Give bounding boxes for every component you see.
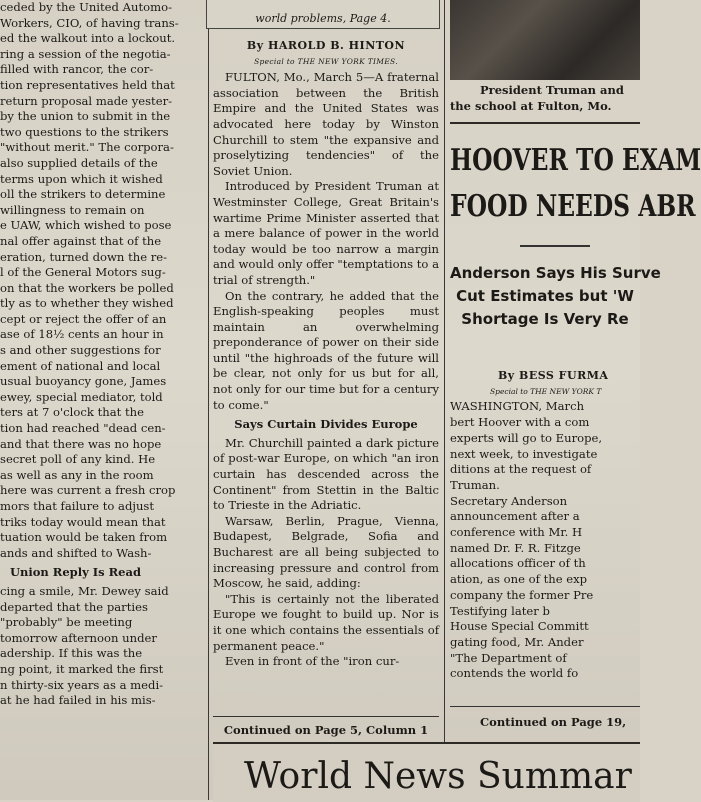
deck-line-1: Anderson Says His Surve bbox=[450, 264, 661, 282]
col1-line: Workers, CIO, of having trans- bbox=[0, 15, 179, 30]
caption-rule bbox=[450, 122, 640, 124]
col1-para2 bbox=[0, 218, 205, 374]
col1-line: tly as to whether they wished bbox=[0, 296, 174, 311]
caption-line-1: President Truman and bbox=[480, 83, 624, 97]
col3-line: Secretary Anderson bbox=[450, 493, 568, 508]
col3-line: experts will go to Europe, bbox=[450, 430, 603, 445]
col3-special-line: Special to THE NEW YORK T bbox=[490, 386, 602, 396]
col1-line: as well as any in the room bbox=[0, 467, 154, 482]
col3-line: ditions at the request of bbox=[450, 462, 592, 477]
headline-line-1: HOOVER TO EXAM bbox=[450, 143, 701, 178]
col1-line: e UAW, which wished to pose bbox=[0, 218, 172, 233]
col1-line: two questions to the strikers bbox=[0, 124, 169, 139]
col1-line: cing a smile, Mr. Dewey said bbox=[0, 583, 169, 598]
col2-subhead: Says Curtain Divides Europe bbox=[234, 417, 418, 432]
col1-line: n thirty-six years as a medi- bbox=[0, 677, 164, 692]
col1-line: ands and shifted to Wash- bbox=[0, 545, 152, 560]
col1-line: return proposal made yester- bbox=[0, 93, 173, 108]
col3-continued-line: Continued on Page 19, bbox=[450, 706, 640, 736]
col2-paragraph-7: Even in front of the "iron cur- bbox=[225, 654, 400, 669]
column-churchill-article bbox=[213, 30, 439, 716]
col2-paragraph-3: On the contrary, he added that the English-speaking peoples must maintain an overwhelming preponderance of power on their side until "the highroads of the future will be clear, not only for us but for all, not only for our time but for a century to come." bbox=[213, 288, 439, 412]
col1-line: tomorrow afternoon under bbox=[0, 630, 157, 645]
col1-line: cept or reject the offer of an bbox=[0, 311, 167, 326]
column-rule-1 bbox=[208, 0, 209, 800]
col3-line: House Special Committ bbox=[450, 619, 589, 634]
col1-line: ewey, special mediator, told bbox=[0, 389, 163, 404]
col3-byline: By BESS FURMA bbox=[498, 369, 609, 382]
col1-line: usual buoyancy gone, James bbox=[0, 374, 167, 389]
col3-line: company the former Pre bbox=[450, 587, 594, 602]
col1-para4 bbox=[0, 584, 205, 709]
col3-line: next week, to investigate bbox=[450, 446, 598, 461]
col2-paragraph-2: Introduced by President Truman at Westminster College, Great Britain's wartime Prime Minister asserted that a mere balance of power in the world today would be too narrow a margin and would only offer "temptations to a trial of strength." bbox=[213, 179, 439, 287]
col1-line: "probably" be meeting bbox=[0, 615, 133, 630]
col1-line: ng point, it marked the first bbox=[0, 661, 164, 676]
col1-line: oll the strikers to determine bbox=[0, 187, 166, 202]
col1-line: ceded by the United Automo- bbox=[0, 0, 173, 14]
deck-line-2: Cut Estimates but 'W bbox=[456, 287, 634, 305]
teaser-text: world problems, Page 4. bbox=[255, 12, 391, 25]
col3-line: contends the world fo bbox=[450, 666, 579, 681]
col3-body bbox=[450, 399, 640, 682]
col1-line: departed that the parties bbox=[0, 599, 148, 614]
col3-line: WASHINGTON, March bbox=[450, 399, 585, 414]
world-news-summary-title: World News Summar bbox=[244, 756, 632, 797]
headline-hoover bbox=[450, 138, 701, 230]
col1-line: s and other suggestions for bbox=[0, 343, 161, 358]
photo-truman bbox=[450, 0, 640, 80]
col3-line: conference with Mr. H bbox=[450, 525, 583, 540]
col1-line: ters at 7 o'clock that the bbox=[0, 405, 144, 420]
col3-line: Testifying later b bbox=[450, 603, 550, 618]
col2-paragraph-6: "This is certainly not the liberated Europe we fought to build up. Nor is it one which contains the essentials of permanent peace." bbox=[213, 591, 439, 653]
col1-line: tion representatives held that bbox=[0, 77, 175, 92]
column-left-gm-strike bbox=[0, 0, 205, 800]
teaser-box bbox=[206, 0, 440, 29]
col1-line: nal offer against that of the bbox=[0, 233, 162, 248]
col1-line: ed the walkout into a lockout. bbox=[0, 31, 176, 46]
col1-line: willingness to remain on bbox=[0, 202, 145, 217]
col2-byline: By HAROLD B. HINTON bbox=[246, 39, 406, 52]
col1-para1 bbox=[0, 0, 205, 218]
deck-line-3: Shortage Is Very Re bbox=[461, 310, 629, 328]
col1-line: tuation would be taken from bbox=[0, 530, 168, 545]
col3-line: gating food, Mr. Ander bbox=[450, 634, 584, 649]
col3-line: Truman. bbox=[450, 477, 500, 492]
col1-line: l of the General Motors sug- bbox=[0, 265, 166, 280]
col3-line: "The Department of bbox=[450, 650, 567, 665]
col1-line: by the union to submit in the bbox=[0, 109, 171, 124]
col2-continued-line: Continued on Page 5, Column 1 bbox=[213, 716, 439, 743]
col1-line: adership. If this was the bbox=[0, 646, 143, 661]
headline-line-2: FOOD NEEDS ABR bbox=[450, 189, 696, 224]
col3-line: announcement after a bbox=[450, 509, 580, 524]
col1-line: on that the workers be polled bbox=[0, 280, 174, 295]
col2-paragraph-1: FULTON, Mo., March 5—A fraternal association between the British Empire and the United States was advocated here today by Winston Churchill to stem "the expansive and proselytizing tendencies" of the Soviet Union. bbox=[213, 70, 439, 178]
col1-line: ase of 18½ cents an hour in bbox=[0, 327, 164, 342]
photo-caption bbox=[450, 82, 640, 114]
col1-line: "without merit." The corpora- bbox=[0, 140, 174, 155]
col1-line: tion had reached "dead cen- bbox=[0, 421, 166, 436]
col1-line: and that there was no hope bbox=[0, 436, 162, 451]
col1-para3 bbox=[0, 374, 205, 561]
col1-line: filled with rancor, the cor- bbox=[0, 62, 154, 77]
col1-line: terms upon which it wished bbox=[0, 171, 163, 186]
col1-line: ement of national and local bbox=[0, 358, 161, 373]
col1-line: at he had failed in his mis- bbox=[0, 693, 156, 708]
deck-anderson bbox=[450, 262, 661, 331]
col2-special-line: Special to THE NEW YORK TIMES. bbox=[254, 56, 398, 66]
col3-line: named Dr. F. R. Fitzge bbox=[450, 540, 581, 555]
col1-line: eration, turned down the re- bbox=[0, 249, 168, 264]
col2-paragraph-5: Warsaw, Berlin, Prague, Vienna, Budapest, Belgrade, Sofia and Bucharest are all being subjected to increasing pressure and control from Moscow, he said, adding: bbox=[213, 513, 439, 591]
col1-line: triks today would mean that bbox=[0, 514, 166, 529]
caption-line-2: the school at Fulton, Mo. bbox=[450, 99, 612, 113]
col3-line: allocations officer of th bbox=[450, 556, 586, 571]
col1-line: also supplied details of the bbox=[0, 155, 158, 170]
col1-line: here was current a fresh crop bbox=[0, 483, 176, 498]
col1-line: mors that failure to adjust bbox=[0, 499, 155, 513]
col1-line: ring a session of the negotia- bbox=[0, 46, 171, 61]
col1-line: secret poll of any kind. He bbox=[0, 452, 156, 467]
headline-divider bbox=[520, 245, 590, 247]
column-hoover-article bbox=[450, 368, 640, 682]
col2-paragraph-4: Mr. Churchill painted a dark picture of post-war Europe, on which "an iron curtain has descended across the Continent" from Stettin in the Baltic to Trieste in the Adriatic. bbox=[213, 435, 439, 513]
col3-line: ation, as one of the exp bbox=[450, 572, 588, 587]
col3-line: bert Hoover with a com bbox=[450, 415, 590, 430]
col1-subhead: Union Reply Is Read bbox=[10, 565, 141, 580]
column-rule-2 bbox=[444, 0, 445, 742]
